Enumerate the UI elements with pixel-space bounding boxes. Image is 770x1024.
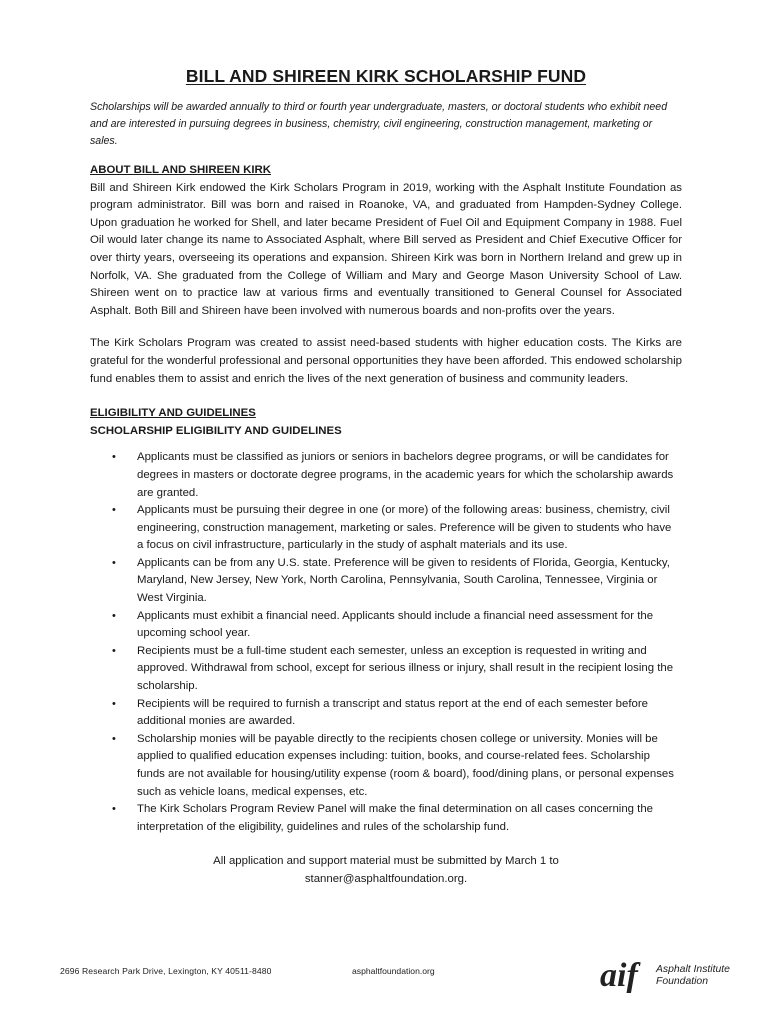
document-page <box>90 66 682 889</box>
eligibility-section <box>90 405 682 836</box>
list-item-text: Applicants must exhibit a financial need. Applicants should include a financial need assessment for the upcoming school year. <box>137 609 654 640</box>
logo-line-2: Foundation <box>656 976 708 987</box>
bullet-icon: • <box>112 697 116 710</box>
about-section <box>90 162 682 388</box>
list-item <box>90 555 682 608</box>
about-heading: ABOUT BILL AND SHIREEN KIRK <box>90 164 271 176</box>
list-item-text: Recipients will be required to furnish a transcript and status report at the end of each semester before additional monies are awarded. <box>137 697 648 728</box>
bullet-icon: • <box>112 451 116 464</box>
bullet-icon: • <box>112 803 116 816</box>
intro-text: Scholarships will be awarded annually to third or fourth year undergraduate, masters, or doctoral students who exhibit need and are interested in pursuing degrees in business, chemistry, civil engineering, construction management, marketing or sales. <box>90 101 668 147</box>
document-title: BILL AND SHIREEN KIRK SCHOLARSHIP FUND <box>185 66 587 86</box>
list-item <box>90 801 682 836</box>
logo-mark-text: aif <box>600 957 638 994</box>
bullet-icon: • <box>112 504 116 517</box>
bullet-icon: • <box>112 609 116 622</box>
list-item <box>90 731 682 801</box>
submission-note <box>90 853 682 888</box>
bullet-icon: • <box>112 556 116 569</box>
eligibility-heading: ELIGIBILITY AND GUIDELINES <box>90 407 256 420</box>
bullet-icon: • <box>112 644 116 657</box>
list-item <box>90 449 682 502</box>
logo-line-1: Asphalt Institute <box>656 964 730 975</box>
guidelines-list <box>90 449 682 836</box>
list-item-text: Applicants can be from any U.S. state. Preference will be given to residents of Florida, Georgia, Kentucky, Maryland, New Jersey, New York, North Carolina, Pennsylvania, South Carolina, Tennessee, Virginia or West Virginia. <box>137 556 670 605</box>
list-item-text: Scholarship monies will be payable directly to the recipients chosen college or university. Monies will be applied to qualified education expenses including: tuition, books, and course-related fees. Scholarship funds are not available for housing/utility expense (room & board), food/dining plans, or personal expenses such as vehicle loans, medical expenses, etc. <box>137 732 674 798</box>
list-item-text: Recipients must be a full-time student each semester, unless an exception is requested in writing and approved. Withdrawal from school, except for serious illness or injury, shall result in the recipient losing the scholarship. <box>137 644 674 693</box>
about-paragraph: Bill and Shireen Kirk endowed the Kirk Scholars Program in 2019, working with the Asphalt Institute Foundation as program administrator. Bill was born and raised in Roanoke, VA, and graduated from Hampden-Sydney College. Upon graduation he worked for Shell, and later became President of Fuel Oil and Equipment Company in 1988. Fuel Oil would later change its name to Associated Asphalt, where Bill served as President and Chief Executive Officer for over thirty years, overseeing its operations and expansion. Shireen Kirk was born in Northern Ireland and grew up in Norfolk, VA. She graduated from the College of William and Mary and George Mason University School of Law. Shireen went on to practice law at various firms and eventually transitioned to General Counsel for Associated Asphalt. Both Bill and Shireen have been involved with numerous boards and non-profits over the years. <box>90 181 682 317</box>
page-footer <box>58 957 730 1006</box>
list-item-text: Applicants must be pursuing their degree in one (or more) of the following areas: business, chemistry, civil engineering, construction management, marketing or sales. Preference will be given to students who have a focus on civil infrastructure, particularly in the study of asphalt materials and its use. <box>137 504 672 552</box>
logo-wordmark <box>656 964 730 988</box>
list-item-text: Applicants must be classified as juniors or seniors in bachelors degree programs, or will be candidates for degrees in masters or doctorate degree programs, in the academic years for which the scholarship awards are granted. <box>137 451 674 499</box>
list-item <box>90 643 682 696</box>
list-item <box>90 608 682 643</box>
asphalt-institute-foundation-logo <box>600 948 730 998</box>
list-item <box>90 502 682 555</box>
submission-line: All application and support material must be submitted by March 1 to <box>213 855 559 868</box>
about-paragraph: The Kirk Scholars Program was created to assist need-based students with higher education costs. The Kirks are grateful for the wonderful professional and personal opportunities they have been afforded. This endowed scholarship fund enables them to assist and enrich the lives of the next generation of business and community leaders. <box>90 337 682 385</box>
eligibility-subheading: SCHOLARSHIP ELIGIBILITY AND GUIDELINES <box>90 424 342 437</box>
bullet-icon: • <box>112 732 116 745</box>
footer-address: 2696 Research Park Drive, Lexington, KY 40511-8480 <box>60 966 272 976</box>
list-item <box>90 696 682 731</box>
footer-website-link[interactable]: asphaltfoundation.org <box>352 966 435 976</box>
list-item-text: The Kirk Scholars Program Review Panel will make the final determination on all cases concerning the interpretation of the eligibility, guidelines and rules of the scholarship fund. <box>137 803 653 833</box>
aif-logo-mark-icon <box>600 948 660 998</box>
submission-email[interactable]: stanner@asphaltfoundation.org. <box>304 872 468 885</box>
